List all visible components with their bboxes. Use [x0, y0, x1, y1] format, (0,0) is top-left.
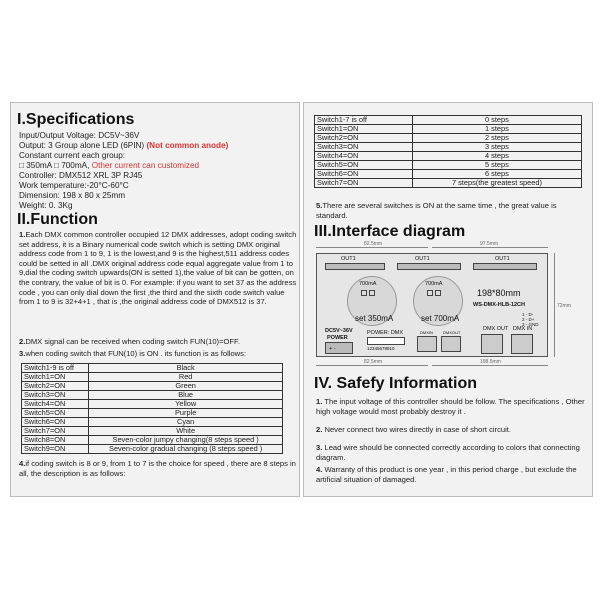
circle-2-ma: 700mA — [425, 281, 443, 287]
function-title: II.Function — [17, 211, 98, 228]
safety-item — [316, 465, 588, 484]
safety-item-text: Never connect two wires directly in case of short circuit. — [324, 425, 512, 434]
value-cell: 4 steps — [412, 152, 581, 161]
value-cell: Seven-color gradual changing (8 steps speed ) — [89, 445, 283, 454]
note-5 — [316, 201, 588, 220]
interface-title: III.Interface diagram — [314, 223, 466, 240]
spec-temp: Work temperature:-20°C-60°C — [19, 181, 129, 190]
set-700ma-label: set 700mA — [421, 314, 460, 323]
jumper-icon-1a — [361, 290, 367, 296]
dim-line-right — [554, 253, 555, 357]
value-cell: 5 steps — [412, 161, 581, 170]
left-page — [10, 102, 300, 497]
safety-title: IV. Safefy Information — [314, 375, 477, 392]
para-2-text: DMX signal can be received when coding switch FUN(10)=OFF. — [25, 337, 240, 346]
terminal-block-1 — [325, 263, 385, 270]
function-para-3 — [19, 349, 297, 359]
value-cell: Black — [89, 364, 283, 373]
board-model: WS-DMX-HLB-12CH — [473, 302, 525, 308]
circle-1-ma: 700mA — [359, 281, 377, 287]
out-label-3: OUT1 — [495, 256, 510, 262]
power-label: POWER — [327, 335, 348, 341]
para-3-number: 3. — [19, 349, 26, 358]
para-2-number: 2. — [19, 337, 26, 346]
pin-labels: 1 - D- 2 - D+ 3 - GND — [522, 312, 539, 327]
switch-cell: Switch3=ON — [315, 143, 413, 152]
jumper-icon-1b — [369, 290, 375, 296]
note-5-text: There are several switches is ON at the same time , the great value is standard. — [316, 201, 557, 220]
value-cell: Cyan — [89, 418, 283, 427]
spec-controller: Controller: DMX512 XRL 3P RJ45 — [19, 171, 143, 180]
spec-dimension: Dimension: 198 x 80 x 25mm — [19, 191, 126, 200]
dim-line-bottom-left — [316, 365, 428, 366]
dmx-out-label: DMX OUT — [483, 326, 509, 332]
specifications-title: I.Specifications — [17, 111, 135, 128]
color-table — [21, 363, 283, 454]
value-cell: Green — [89, 382, 283, 391]
spec-output — [19, 141, 228, 151]
xlr-out-port — [481, 334, 503, 354]
dc-voltage-label: DC5V~36V — [325, 328, 353, 334]
para-1-text: Each DMX common controller occupied 12 DMX addresses, adopt coding switch set address, it is a Binary numerical code switch which is setting DMX original address code from 1 to 9, 1 is the lowest,and 9 is the highest,511 address codes could be setted in all .DMX original address code equal aggregate value from 1 to 9,dial the coding switch upwards(ON is setted 1),the value of bit can be gotten, on the contrary, the value of bit is 0. For example: if you want to set 37 as the address code , you can only dial down the first ,the third and the sixth code switch value from 1 to 9 is 32+4+1 , that is ,the original address code of DMX512 is 37. — [19, 230, 297, 307]
switch-cell: Switch8=ON — [22, 436, 89, 445]
table-row — [22, 445, 283, 454]
dim-top-right: 97.5mm — [480, 241, 499, 247]
dmx-in-label: DMX IN — [513, 326, 533, 332]
interface-diagram — [316, 253, 548, 357]
para-1-number: 1. — [19, 230, 26, 239]
dim-right: 72mm — [557, 303, 571, 309]
dim-top-left: 82.5mm — [364, 241, 383, 247]
switch-cell: Switch9=ON — [22, 445, 89, 454]
rj45-out-port — [441, 336, 461, 352]
safety-item-text: Lead wire should be connected correctly according to colors that connecting diagram. — [316, 443, 580, 462]
set-350ma-label: set 350mA — [355, 314, 394, 323]
para-4-number: 4. — [19, 459, 26, 468]
board-size: 198*80mm — [477, 288, 521, 298]
safety-item-text: Warranty of this product is one year , in this period charge , but exclude the artificial situation of damaged. — [316, 465, 577, 484]
safety-item-text: The input voltage of this controller should be follow. The specifications , Other high voltage would most probably destroy it . — [316, 397, 585, 416]
dim-line-bottom-right — [432, 365, 548, 366]
safety-item-number: 2. — [316, 425, 323, 434]
value-cell: Yellow — [89, 400, 283, 409]
value-cell: 1 steps — [412, 125, 581, 134]
dip-switch[interactable] — [367, 337, 405, 345]
value-cell: Red — [89, 373, 283, 382]
safety-item-number: 3. — [316, 443, 323, 452]
out-label-1: OUT1 — [341, 256, 356, 262]
xlr-in-port — [511, 334, 533, 354]
spec-output-text: Output: 3 Group alone LED (6PIN) — [19, 141, 147, 150]
switch-cell: Switch7=ON — [315, 179, 413, 188]
spec-output-note: (Not common anode) — [146, 141, 229, 150]
switch-cell: Switch2=ON — [315, 134, 413, 143]
spec-weight: Weight: 0. 3Kg — [19, 201, 73, 210]
switch-cell: Switch1=ON — [315, 125, 413, 134]
rj45-out-label: DMXOUT — [443, 330, 461, 335]
value-cell: 3 steps — [412, 143, 581, 152]
rj45-in-port — [417, 336, 437, 352]
switch-cell: Switch1-7 is off — [315, 116, 413, 125]
value-cell: 6 steps — [412, 170, 581, 179]
right-page — [303, 102, 593, 497]
speed-table — [314, 115, 582, 188]
spec-current-note: Other current can customized — [91, 161, 200, 170]
switch-cell: Switch2=ON — [22, 382, 89, 391]
spec-current-text: □ 350mA □ 700mA, — [19, 161, 92, 170]
value-cell: 7 steps(the greatest speed) — [412, 179, 581, 188]
function-para-4 — [19, 459, 297, 478]
dim-line-top-right — [432, 247, 548, 248]
dim-bottom-left: 82.5mm — [364, 359, 383, 365]
value-cell: Purple — [89, 409, 283, 418]
switch-cell: Switch3=ON — [22, 391, 89, 400]
switch-cell: Switch4=ON — [22, 400, 89, 409]
value-cell: Seven-color jumpy changing(8 steps speed ) — [89, 436, 283, 445]
dip-numbers: 12345678910 — [367, 346, 395, 351]
safety-item — [316, 397, 588, 416]
function-para-2 — [19, 337, 297, 347]
switch-cell: Switch6=ON — [22, 418, 89, 427]
para-3-text: when coding switch that FUN(10) is ON . its function is as follows: — [25, 349, 247, 358]
dim-line-top-left — [316, 247, 428, 248]
switch-cell: Switch4=ON — [315, 152, 413, 161]
terminal-block-3 — [473, 263, 537, 270]
dim-bottom-right: 198.5mm — [480, 359, 501, 365]
value-cell: 0 steps — [412, 116, 581, 125]
rj45-in-label: DMXIN — [420, 330, 433, 335]
switch-cell: Switch6=ON — [315, 170, 413, 179]
value-cell: 2 steps — [412, 134, 581, 143]
safety-item — [316, 443, 588, 462]
spec-voltage: Input/Output Voltage: DC5V~36V — [19, 131, 140, 140]
power-dmx-label: POWER: DMX — [367, 330, 404, 336]
value-cell: White — [89, 427, 283, 436]
value-cell: Blue — [89, 391, 283, 400]
switch-cell: Switch5=ON — [315, 161, 413, 170]
terminal-block-2 — [397, 263, 461, 270]
out-label-2: OUT1 — [415, 256, 430, 262]
jumper-icon-2b — [435, 290, 441, 296]
switch-cell: Switch7=ON — [22, 427, 89, 436]
note-5-number: 5. — [316, 201, 323, 210]
spec-constant: Constant current each group: — [19, 151, 126, 160]
function-para-1 — [19, 230, 297, 307]
para-4-text: if coding switch is 8 or 9, from 1 to 7 is the choice for speed , there are 8 steps in all, the description is as follows: — [19, 459, 296, 478]
switch-cell: Switch5=ON — [22, 409, 89, 418]
table-row — [315, 179, 582, 188]
safety-item — [316, 425, 588, 435]
switch-cell: Switch1-9 is off — [22, 364, 89, 373]
jumper-icon-2a — [427, 290, 433, 296]
safety-item-number: 4. — [316, 465, 323, 474]
spec-current — [19, 161, 199, 171]
switch-cell: Switch1=ON — [22, 373, 89, 382]
power-polarity: + - — [329, 346, 336, 352]
safety-item-number: 1. — [316, 397, 323, 406]
